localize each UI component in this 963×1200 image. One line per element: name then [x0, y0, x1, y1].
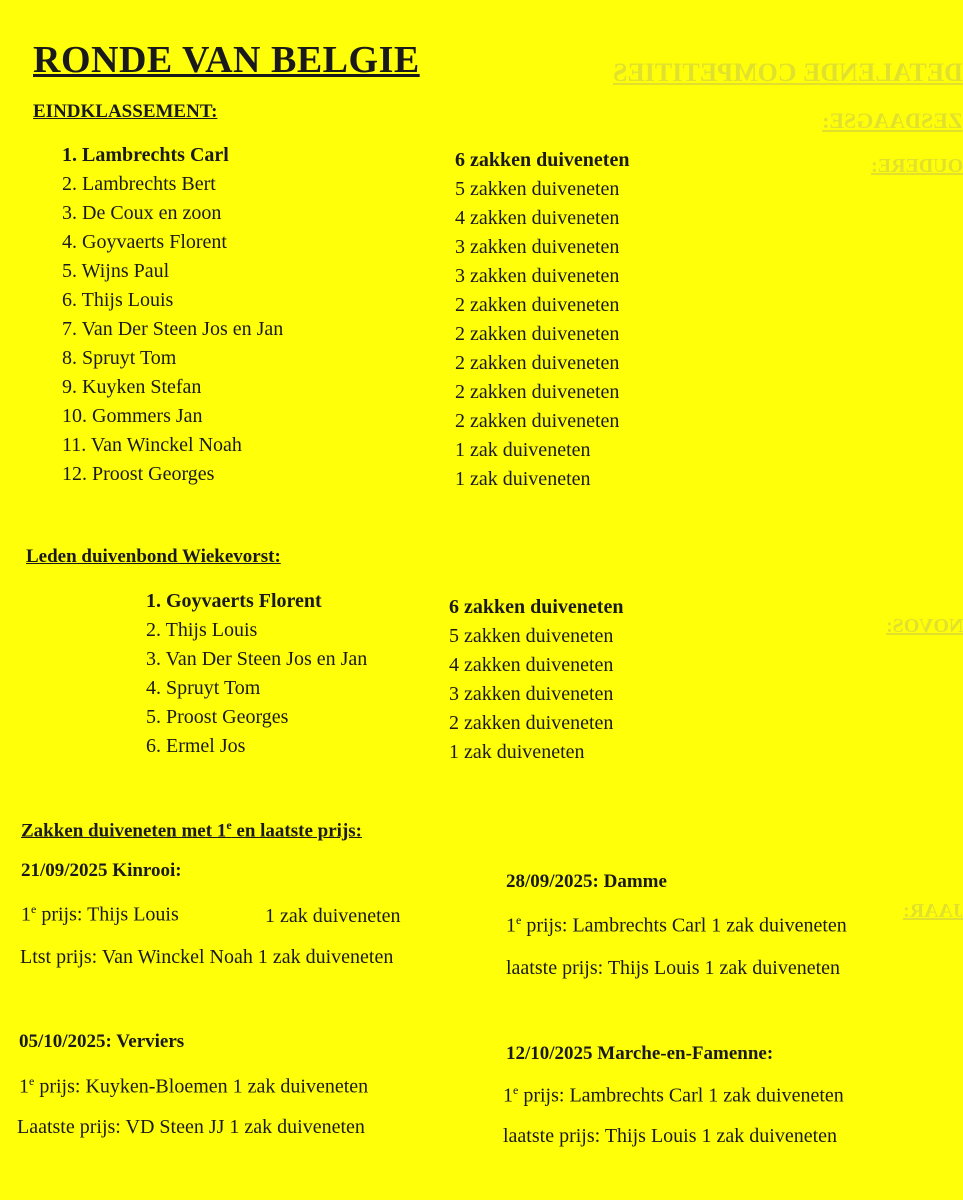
- ranking-name: 1. Goyvaerts Florent: [146, 590, 322, 612]
- eindklassement-names: [62, 141, 283, 489]
- superscript: e: [516, 913, 522, 927]
- prize-text: 1: [503, 1084, 513, 1107]
- ranking-prize: 4 zakken duiveneten: [455, 207, 620, 229]
- ranking-prize: 1 zak duiveneten: [455, 468, 591, 490]
- leden-names: [146, 587, 367, 761]
- race-first-prize: [506, 913, 847, 938]
- ranking-prize: 2 zakken duiveneten: [455, 323, 620, 345]
- zakken-heading-text: Zakken duiveneten met 1: [21, 820, 227, 842]
- ranking-name: 12. Proost Georges: [62, 463, 215, 485]
- page-title: RONDE VAN BELGIE: [33, 39, 420, 81]
- ranking-name: 5. Proost Georges: [146, 706, 289, 728]
- ranking-name: 8. Spruyt Tom: [62, 347, 177, 369]
- ranking-name: 4. Spruyt Tom: [146, 677, 261, 699]
- race-first-prize: [503, 1083, 844, 1108]
- race-heading: 21/09/2025 Kinrooi:: [21, 860, 182, 881]
- leden-heading: Leden duivenbond Wiekevorst:: [26, 546, 281, 567]
- race-heading: 12/10/2025 Marche-en-Famenne:: [506, 1043, 774, 1064]
- race-first-prize-amount: 1 zak duiveneten: [265, 905, 401, 927]
- ranking-prize: 2 zakken duiveneten: [455, 294, 620, 316]
- ranking-name: 10. Gommers Jan: [62, 405, 203, 427]
- ranking-name: 7. Van Der Steen Jos en Jan: [62, 318, 284, 340]
- ranking-prize: 3 zakken duiveneten: [455, 265, 620, 287]
- ranking-name: 9. Kuyken Stefan: [62, 376, 202, 398]
- ranking-name: 5. Wijns Paul: [62, 260, 170, 282]
- race-last-prize: Ltst prijs: Van Winckel Noah 1 zak duiveneten: [20, 946, 394, 968]
- ranking-prize: 5 zakken duiveneten: [449, 625, 614, 647]
- superscript: e: [29, 1074, 35, 1088]
- race-heading: 28/09/2025: Damme: [506, 871, 667, 892]
- prize-text: prijs: Kuyken-Bloemen 1 zak duiveneten: [34, 1075, 369, 1098]
- prize-text: prijs: Lambrechts Carl 1 zak duiveneten: [518, 1084, 844, 1107]
- race-heading: 05/10/2025: Verviers: [19, 1031, 185, 1052]
- prize-text: prijs: Thijs Louis: [36, 903, 179, 926]
- ranking-prize: 3 zakken duiveneten: [455, 236, 620, 258]
- ranking-name: 2. Lambrechts Bert: [62, 173, 216, 195]
- race-last-prize: laatste prijs: Thijs Louis 1 zak duiveneten: [503, 1125, 838, 1147]
- zakken-heading-text: en laatste prijs:: [231, 820, 362, 842]
- ranking-name: 4. Goyvaerts Florent: [62, 231, 227, 253]
- ghost-heading: DETALENDE COMPETITIES: [613, 58, 963, 87]
- ranking-name: 1. Lambrechts Carl: [62, 144, 229, 166]
- eindklassement-heading: EINDKLASSEMENT:: [33, 101, 218, 122]
- ranking-prize: 1 zak duiveneten: [455, 439, 591, 461]
- ranking-name: 6. Ermel Jos: [146, 735, 246, 757]
- ranking-prize: 1 zak duiveneten: [449, 741, 585, 763]
- race-first-prize: [19, 1074, 368, 1099]
- ghost-heading: JAAR:: [903, 900, 963, 922]
- ranking-prize: 2 zakken duiveneten: [455, 410, 620, 432]
- ranking-name: 2. Thijs Louis: [146, 619, 258, 641]
- leden-prizes: [449, 593, 623, 767]
- ghost-heading: NOVOS:: [885, 615, 963, 637]
- ghost-heading: ZESDAAGSE:: [822, 108, 963, 133]
- ranking-prize: 2 zakken duiveneten: [455, 381, 620, 403]
- race-last-prize: Laatste prijs: VD Steen JJ 1 zak duiveneten: [17, 1116, 365, 1138]
- prize-text: 1: [19, 1075, 29, 1098]
- race-first-prize: [21, 902, 179, 927]
- ranking-prize: 6 zakken duiveneten: [455, 149, 630, 171]
- ranking-prize: 2 zakken duiveneten: [449, 712, 614, 734]
- prize-text: 1: [21, 903, 31, 926]
- ranking-name: 11. Van Winckel Noah: [62, 434, 242, 456]
- ghost-heading: OUDERE:: [870, 155, 963, 177]
- ranking-prize: 6 zakken duiveneten: [449, 596, 624, 618]
- prize-text: 1: [506, 914, 516, 937]
- ranking-name: 3. Van Der Steen Jos en Jan: [146, 648, 368, 670]
- ranking-name: 6. Thijs Louis: [62, 289, 174, 311]
- superscript: e: [226, 818, 232, 832]
- prize-text: prijs: Lambrechts Carl 1 zak duiveneten: [521, 914, 847, 937]
- zakken-heading: [21, 818, 362, 842]
- superscript: e: [513, 1083, 519, 1097]
- race-last-prize: laatste prijs: Thijs Louis 1 zak duiveneten: [506, 957, 841, 979]
- ranking-prize: 4 zakken duiveneten: [449, 654, 614, 676]
- eindklassement-prizes: [455, 146, 629, 494]
- ranking-prize: 5 zakken duiveneten: [455, 178, 620, 200]
- ranking-prize: 3 zakken duiveneten: [449, 683, 614, 705]
- superscript: e: [31, 902, 37, 916]
- ranking-prize: 2 zakken duiveneten: [455, 352, 620, 374]
- ranking-name: 3. De Coux en zoon: [62, 202, 222, 224]
